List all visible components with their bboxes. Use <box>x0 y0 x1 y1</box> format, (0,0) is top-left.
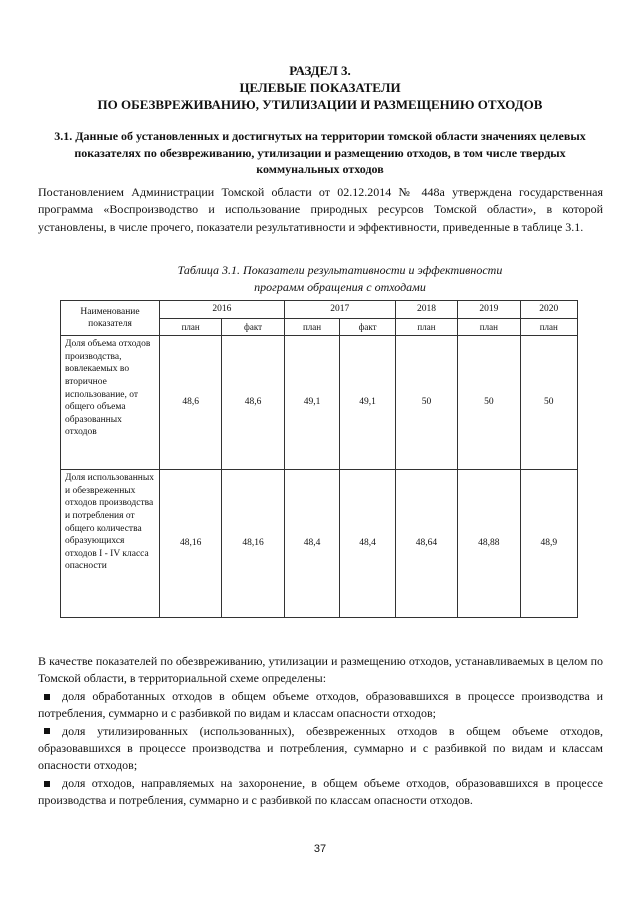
cell-value: 48,4 <box>340 470 395 618</box>
bullet-square-icon <box>44 694 50 700</box>
closing-section <box>38 653 603 810</box>
sub-header: факт <box>222 318 284 336</box>
table-header-row-years <box>61 301 578 319</box>
name-header: Наименование показателя <box>61 301 160 336</box>
section-heading <box>40 62 600 113</box>
cell-value: 48,16 <box>222 470 284 618</box>
subsection-heading: 3.1. Данные об установленных и достигнутых на территории томской области значениях целевых показателях по обезвреживанию, утилизации и размещению отходов, в том числе твердых коммунальных отходов <box>54 129 586 176</box>
sub-header: план <box>160 318 222 336</box>
year-header-2020: 2020 <box>520 301 578 319</box>
bullet-square-icon <box>44 781 50 787</box>
table-row <box>61 470 578 618</box>
list-item <box>38 723 603 775</box>
cell-value: 48,6 <box>160 336 222 470</box>
sub-header: план <box>458 318 520 336</box>
cell-value: 50 <box>458 336 520 470</box>
sub-header: план <box>520 318 578 336</box>
year-header-2016: 2016 <box>160 301 285 319</box>
year-header-2018: 2018 <box>395 301 457 319</box>
table-caption-line2: программ обращения с отходами <box>254 280 426 294</box>
cell-value: 49,1 <box>284 336 340 470</box>
list-item <box>38 688 603 723</box>
section-title-sub: ПО ОБЕЗВРЕЖИВАНИЮ, УТИЛИЗАЦИИ И РАЗМЕЩЕНИЮ ОТХОДОВ <box>97 97 543 112</box>
cell-value: 48,6 <box>222 336 284 470</box>
list-item-text: доля отходов, направляемых на захоронение, в общем объеме отходов, образовавшихся в процессе производства и потребления, суммарно и с разбивкой по классам опасности отходов. <box>38 775 603 808</box>
section-number: РАЗДЕЛ 3. <box>289 63 351 78</box>
list-item-text: доля утилизированных (использованных), обезвреженных отходов в общем объеме отходов, образовавшихся в процессе производства и потребления, суммарно и с разбивкой по видам и классам опасности отходов; <box>38 723 603 773</box>
section-title: ЦЕЛЕВЫЕ ПОКАЗАТЕЛИ <box>239 80 401 95</box>
sub-header: план <box>284 318 340 336</box>
indicators-table <box>60 300 578 618</box>
cell-value: 50 <box>520 336 578 470</box>
cell-value: 49,1 <box>340 336 395 470</box>
page-number: 37 <box>313 843 327 855</box>
table-caption-line1: Таблица 3.1. Показатели результативности и эффективности <box>177 263 503 277</box>
bullet-square-icon <box>44 728 50 734</box>
cell-value: 48,64 <box>395 470 457 618</box>
cell-value: 48,88 <box>458 470 520 618</box>
sub-header: план <box>395 318 457 336</box>
intro-paragraph: Постановлением Администрации Томской области от 02.12.2014 № 448а утверждена государственная программа «Воспроизводство и использование природных ресурсов Томской области», в которой установлены, в числе прочего, показатели результативности и эффективности, приведенные в таблице 3.1. <box>38 185 603 234</box>
row-name: Доля объема отходов производства, вовлекаемых во вторичное использование, от общего объема образованных отходов <box>61 336 160 470</box>
table-caption <box>100 262 580 296</box>
cell-value: 48,4 <box>284 470 340 618</box>
list-item-text: доля обработанных отходов в общем объеме отходов, образовавшихся в процессе производства и потребления, суммарно и с разбивкой по видам и классам опасности отходов; <box>38 688 603 721</box>
sub-header: факт <box>340 318 395 336</box>
table-row <box>61 336 578 470</box>
cell-value: 48,16 <box>160 470 222 618</box>
year-header-2019: 2019 <box>458 301 520 319</box>
closing-paragraph: В качестве показателей по обезвреживанию, утилизации и размещению отходов, устанавливаемых в целом по Томской области, в территориальной схеме определены: <box>38 654 603 686</box>
cell-value: 48,9 <box>520 470 578 618</box>
cell-value: 50 <box>395 336 457 470</box>
list-item <box>38 775 603 810</box>
year-header-2017: 2017 <box>284 301 395 319</box>
row-name: Доля использованных и обезвреженных отходов производства и потребления от общего количества образующихся отходов I - IV класса опасности <box>61 470 160 618</box>
